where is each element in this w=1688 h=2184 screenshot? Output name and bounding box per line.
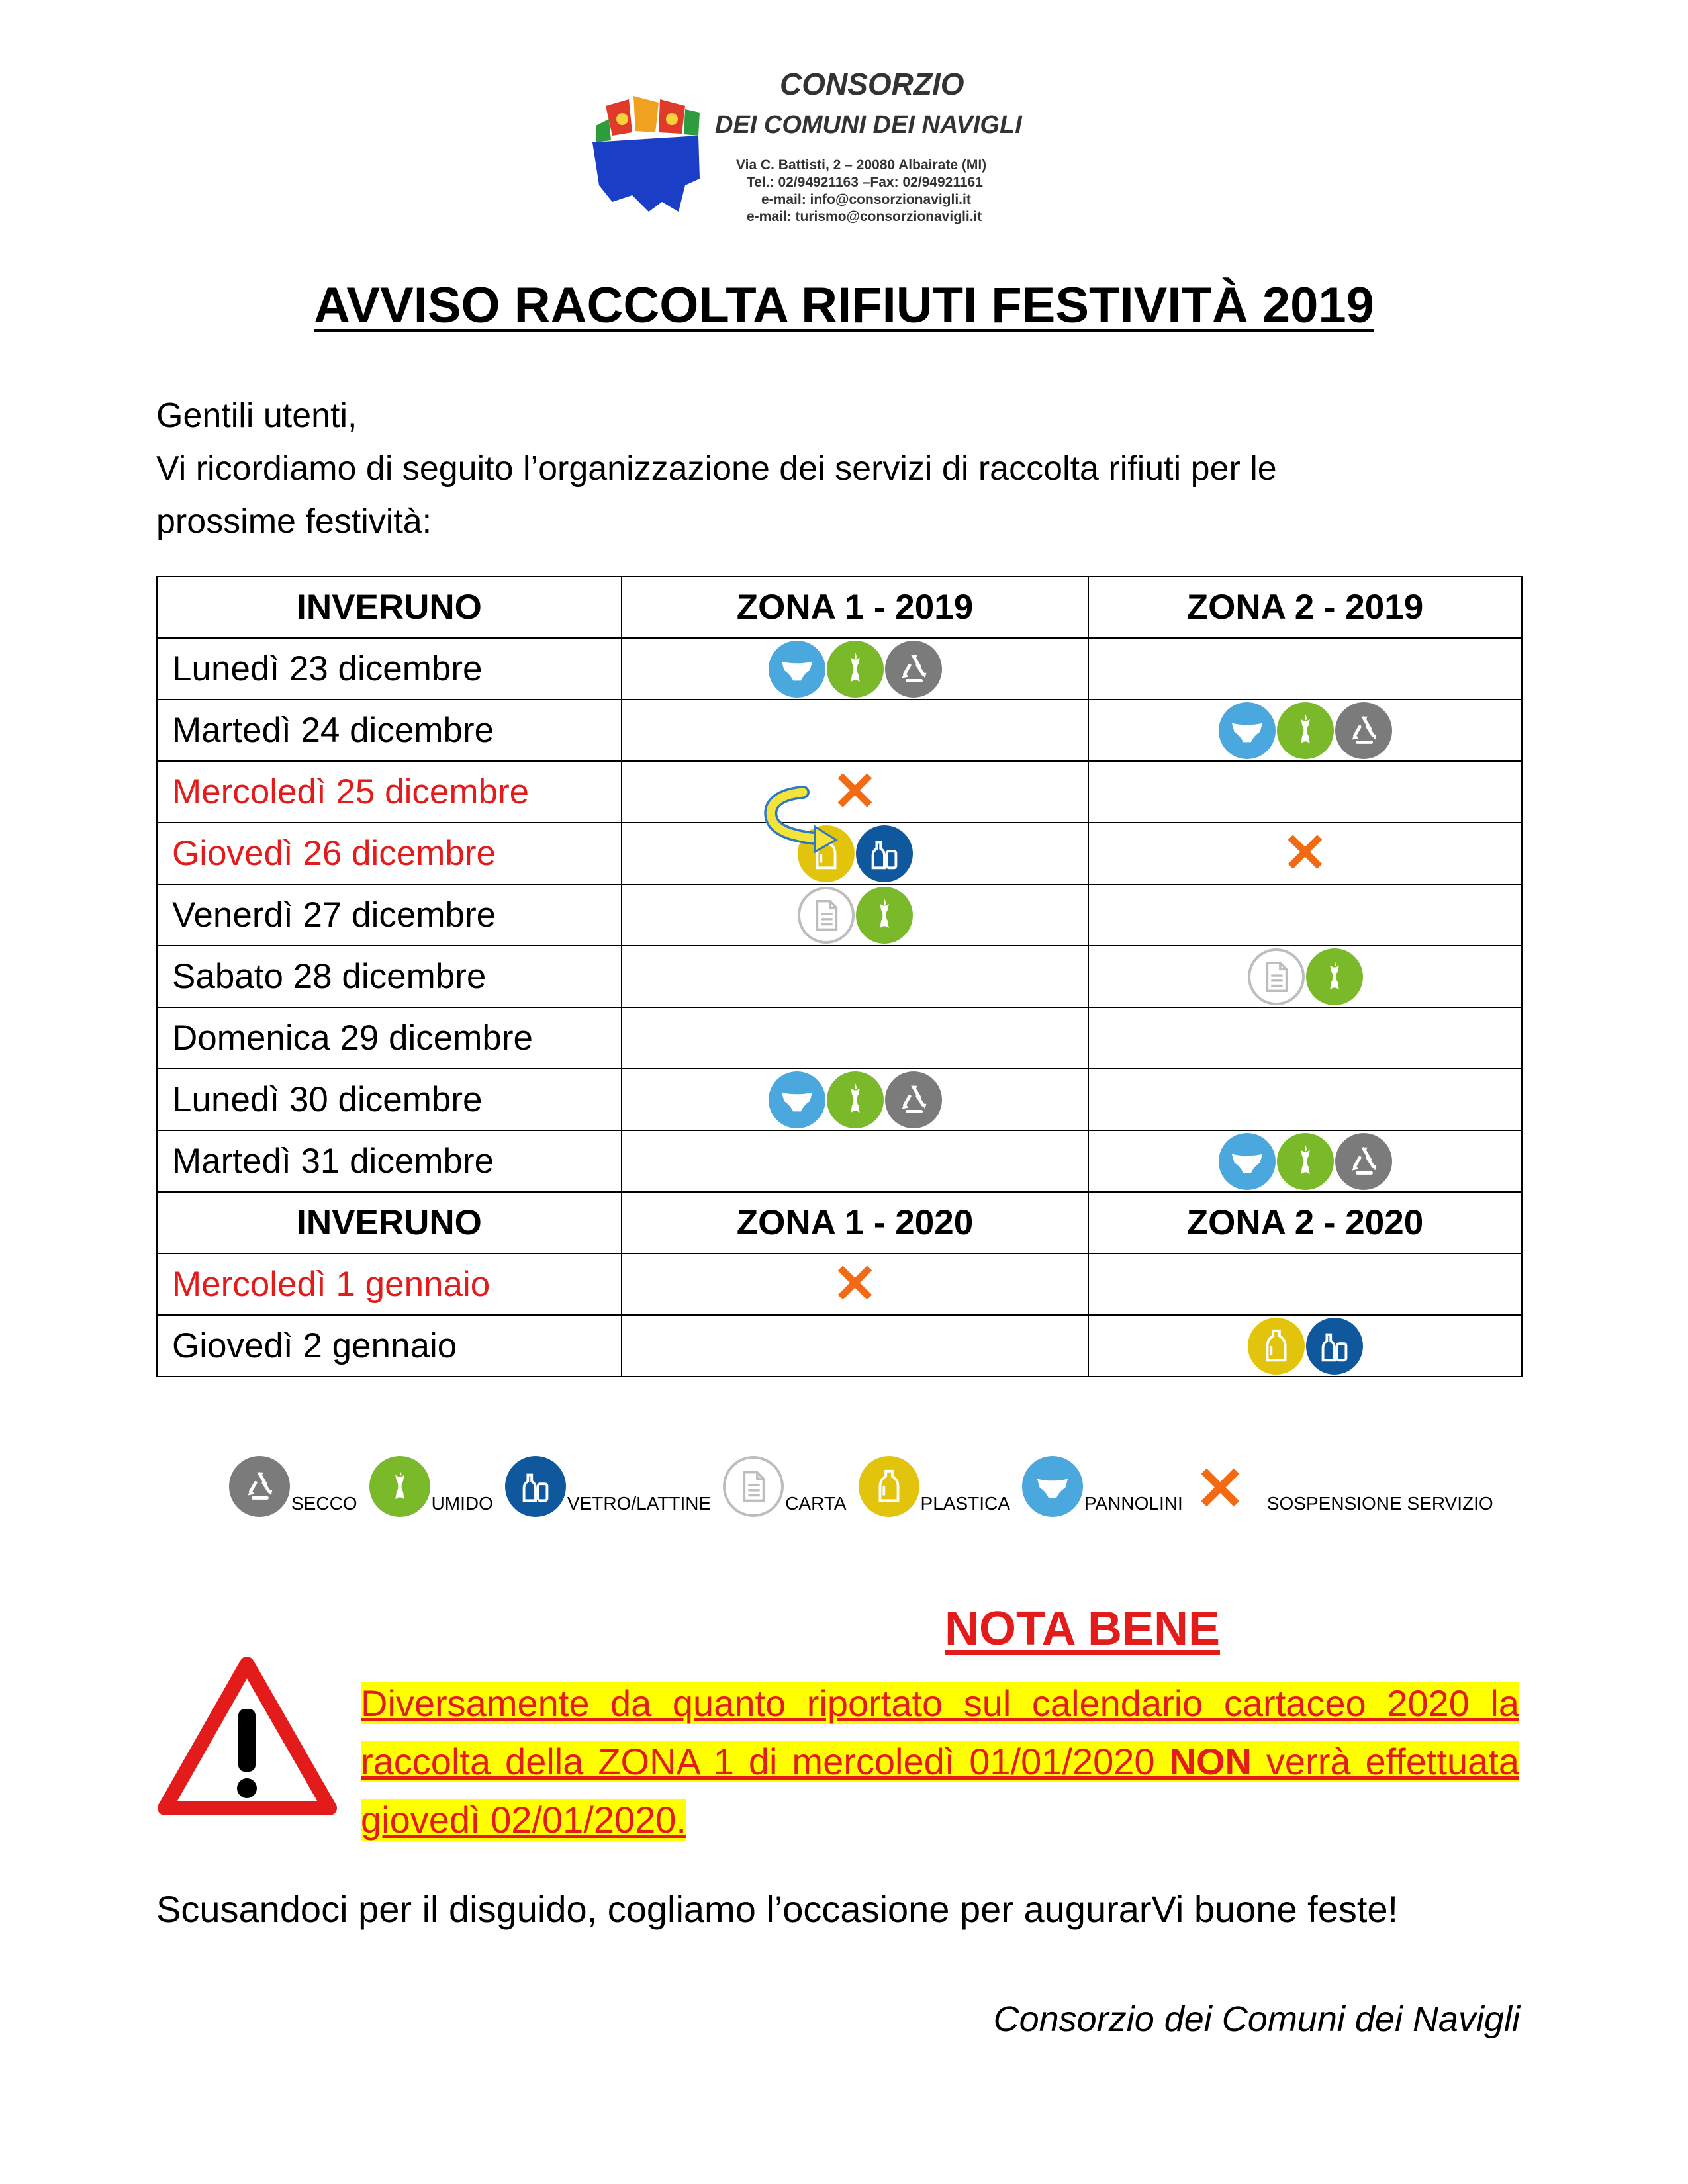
secco-icon (229, 1456, 290, 1517)
zona2-cell (1088, 761, 1522, 823)
legend-item-umido (369, 1456, 493, 1517)
column-header: ZONA 1 - 2019 (622, 576, 1088, 638)
zona1-cell (622, 1007, 1088, 1069)
legend-label: SECCO (291, 1493, 357, 1514)
legend-item-sospensione (1194, 1455, 1493, 1523)
legend-label: PANNOLINI (1084, 1493, 1183, 1514)
secco-icon (1335, 702, 1392, 759)
table-row (157, 946, 1522, 1007)
day-cell: Sabato 28 dicembre (157, 946, 622, 1007)
carta-icon (723, 1456, 784, 1517)
org-address: Via C. Battisti, 2 – 20080 Albairate (MI) (736, 158, 987, 173)
zona1-cell (622, 946, 1088, 1007)
carta-icon (1248, 948, 1305, 1005)
umido-icon (1277, 702, 1334, 759)
vetro-icon (856, 825, 913, 882)
legend-label: CARTA (785, 1493, 847, 1514)
zona2-cell (1088, 700, 1522, 761)
umido-icon (856, 887, 913, 944)
intro-text (156, 389, 1546, 548)
sospensione-icon: ✕ (1282, 823, 1328, 884)
legend-label: UMIDO (431, 1493, 493, 1514)
nota-text-bold: NON (1169, 1741, 1252, 1782)
column-header: ZONA 1 - 2020 (622, 1192, 1088, 1253)
secco-icon (1335, 1133, 1392, 1190)
day-cell: Mercoledì 1 gennaio (157, 1253, 622, 1315)
zona1-cell (622, 884, 1088, 946)
sospensione-icon: ✕ (1194, 1455, 1246, 1523)
zona1-cell (622, 1315, 1088, 1377)
table-row (157, 700, 1522, 761)
zona2-cell (1088, 884, 1522, 946)
nota-text-part1: Diversamente da quanto riportato sul calendario cartaceo 2020 la raccolta della ZONA 1 di mercoledì 01/01/2020 (361, 1682, 1519, 1782)
day-cell: Martedì 24 dicembre (157, 700, 622, 761)
table-row (157, 1130, 1522, 1192)
zona1-cell (622, 823, 1088, 884)
vetro-icon (1306, 1318, 1363, 1375)
nota-bene-text (361, 1674, 1519, 1849)
legend-item-plastica (859, 1456, 1010, 1517)
zona2-cell (1088, 823, 1522, 884)
page-title: AVVISO RACCOLTA RIFIUTI FESTIVITÀ 2019 (314, 277, 1374, 334)
intro-line-1: Vi ricordiamo di seguito l’organizzazione dei servizi di raccolta rifiuti per le (156, 449, 1277, 488)
org-email-info: e-mail: info@consorzionavigli.it (761, 192, 971, 207)
legend-item-carta (723, 1456, 846, 1517)
zona2-cell (1088, 638, 1522, 700)
column-header: INVERUNO (157, 1192, 622, 1253)
plastica-icon (1248, 1318, 1305, 1375)
nota-text-part2: verrà effettuata giovedì 02/01/2020. (361, 1741, 1519, 1841)
day-cell: Lunedì 23 dicembre (157, 638, 622, 700)
pannolini-icon (1219, 702, 1276, 759)
zona1-cell (622, 1069, 1088, 1130)
column-header: ZONA 2 - 2020 (1088, 1192, 1522, 1253)
legend-item-secco (229, 1456, 357, 1517)
legend-item-vetro (505, 1456, 711, 1517)
schedule-table (156, 576, 1523, 1377)
sospensione-icon: ✕ (832, 761, 878, 822)
zona1-cell (622, 700, 1088, 761)
day-cell: Lunedì 30 dicembre (157, 1069, 622, 1130)
zona2-cell (1088, 1315, 1522, 1377)
table-row (157, 638, 1522, 700)
curved-arrow-icon (757, 786, 849, 858)
zona2-cell (1088, 1130, 1522, 1192)
column-header: ZONA 2 - 2019 (1088, 576, 1522, 638)
umido-icon (1277, 1133, 1334, 1190)
day-cell: Mercoledì 25 dicembre (157, 761, 622, 823)
signature: Consorzio dei Comuni dei Navigli (993, 1999, 1520, 2039)
umido-icon (827, 641, 884, 698)
table-row (157, 1069, 1522, 1130)
zona2-cell (1088, 1007, 1522, 1069)
org-name: CONSORZIO (780, 67, 964, 101)
header-row-2019 (157, 576, 1522, 638)
legend (229, 1455, 1505, 1523)
pannolini-icon (1022, 1456, 1083, 1517)
umido-icon (1306, 948, 1363, 1005)
day-cell: Giovedì 2 gennaio (157, 1315, 622, 1377)
table-row (157, 884, 1522, 946)
umido-icon (369, 1456, 430, 1517)
plastica-icon (859, 1456, 919, 1517)
pannolini-icon (1219, 1133, 1276, 1190)
legend-label: PLASTICA (920, 1493, 1010, 1514)
intro-line-2: prossime festività: (156, 502, 432, 541)
warning-icon (156, 1655, 338, 1820)
day-cell: Domenica 29 dicembre (157, 1007, 622, 1069)
pannolini-icon (769, 1071, 825, 1128)
zona2-cell (1088, 946, 1522, 1007)
zona1-cell (622, 1253, 1088, 1315)
pannolini-icon (769, 641, 825, 698)
carta-icon (798, 887, 855, 944)
org-phone: Tel.: 02/94921163 –Fax: 02/94921161 (747, 175, 983, 190)
vetro-icon (505, 1456, 566, 1517)
org-email-turismo: e-mail: turismo@consorzionavigli.it (747, 209, 982, 224)
closing-text: Scusandoci per il disguido, cogliamo l’occasione per augurarVi buone feste! (156, 1888, 1399, 1930)
day-cell: Giovedì 26 dicembre (157, 823, 622, 884)
zona1-cell (622, 1130, 1088, 1192)
day-cell: Venerdì 27 dicembre (157, 884, 622, 946)
zona1-cell (622, 761, 1088, 823)
header-row-2020 (157, 1192, 1522, 1253)
consorzio-logo (586, 79, 705, 212)
org-subname: DEI COMUNI DEI NAVIGLI (715, 111, 1022, 139)
table-row (157, 1253, 1522, 1315)
legend-label: VETRO/LATTINE (567, 1493, 712, 1514)
secco-icon (885, 1071, 942, 1128)
column-header: INVERUNO (157, 576, 622, 638)
legend-label: SOSPENSIONE SERVIZIO (1266, 1493, 1493, 1514)
sospensione-icon: ✕ (832, 1253, 878, 1314)
zona1-cell (622, 638, 1088, 700)
table-row (157, 1315, 1522, 1377)
table-row (157, 1007, 1522, 1069)
zona2-cell (1088, 1069, 1522, 1130)
table-row (157, 823, 1522, 884)
umido-icon (827, 1071, 884, 1128)
secco-icon (885, 641, 942, 698)
legend-item-pannolini (1022, 1456, 1183, 1517)
day-cell: Martedì 31 dicembre (157, 1130, 622, 1192)
greeting: Gentili utenti, (156, 396, 357, 435)
nota-bene-title: NOTA BENE (944, 1602, 1220, 1655)
zona2-cell (1088, 1253, 1522, 1315)
